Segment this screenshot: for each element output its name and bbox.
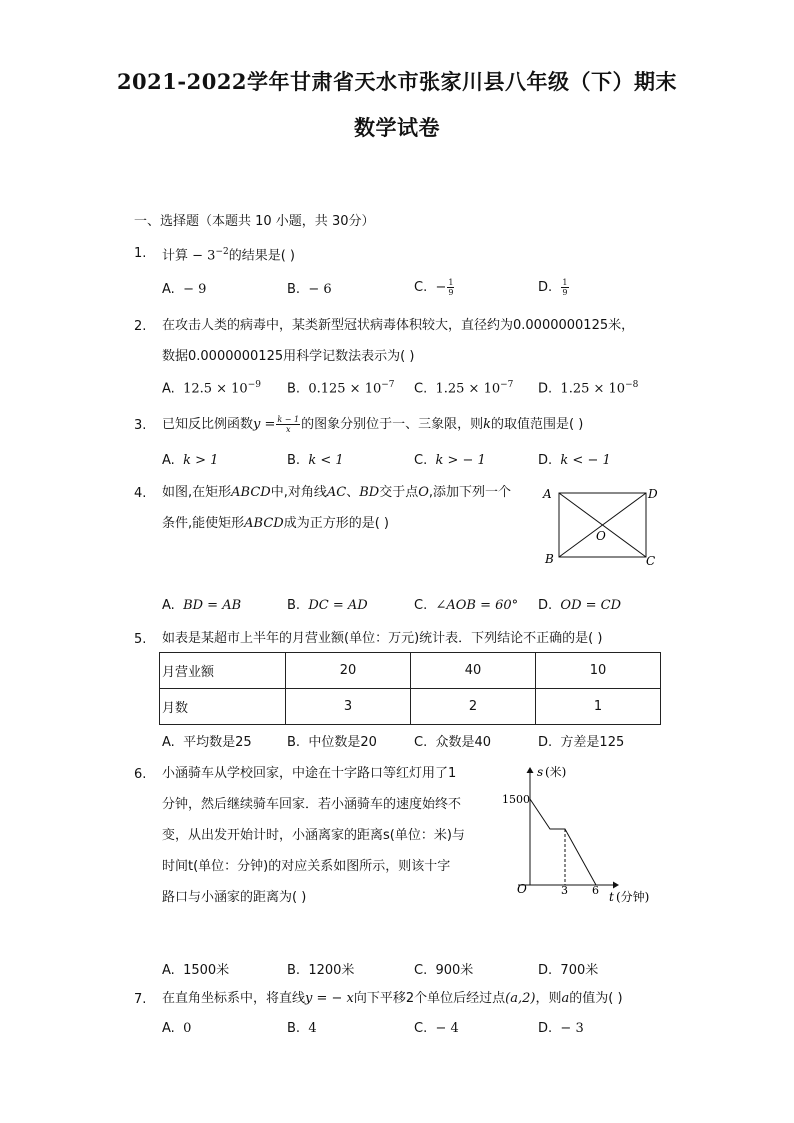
question-number: 5.: [134, 632, 147, 647]
label-a: A: [543, 487, 552, 501]
table-cell: 1: [536, 689, 661, 725]
option-a[interactable]: A. 平均数是25: [162, 735, 252, 750]
question-stem: 已知反比例函数y = $\frac{k - 1}{x}$ 的图象分别位于一、三象限，则k的取值范围是( ): [162, 415, 584, 434]
distance-line: [530, 799, 596, 885]
table-cell: 月数: [160, 689, 286, 725]
question-stem-line4: 时间t(单位：分钟)的对应关系如图所示，则该十字: [162, 859, 451, 874]
option-c[interactable]: C. ∠AOB = 60°: [414, 598, 519, 613]
option-d[interactable]: D. 方差是125: [538, 735, 625, 750]
option-d[interactable]: D. − 3: [538, 1021, 584, 1036]
x-tick-3: 3: [561, 884, 568, 897]
question-number: 2.: [134, 319, 147, 334]
question-stem: 在直角坐标系中，将直线y = − x向下平移2个单位后经过点(a,2)，则a的值为( ): [162, 991, 623, 1006]
exam-title-line1: 2021-2022学年甘肃省天水市张家川县八年级（下）期末: [116, 69, 678, 94]
label-d: D: [648, 487, 658, 501]
option-d[interactable]: D. $\frac{1}{9}$: [538, 278, 568, 297]
table-cell: 10: [536, 653, 661, 689]
option-c[interactable]: C. 众数是40: [414, 735, 492, 750]
distance-time-graph: [500, 760, 665, 910]
question-stem-line3: 变，从出发开始计时，小涵离家的距离s(单位：米)与: [162, 828, 465, 843]
sales-table: [159, 652, 661, 725]
y-tick-1500: 1500: [502, 793, 530, 806]
question-number: 6.: [134, 767, 147, 782]
option-b[interactable]: B. k < 1: [287, 453, 344, 468]
question-number: 1.: [134, 246, 147, 261]
exam-title-line2: 数学试卷: [354, 115, 440, 140]
option-a[interactable]: A. 1500米: [162, 963, 230, 978]
option-a[interactable]: A. BD = AB: [162, 598, 242, 613]
option-b[interactable]: B. 1200米: [287, 963, 355, 978]
question-stem-line1: 在攻击人类的病毒中，某类新型冠状病毒体积较大，直径约为0.0000000125米，: [162, 318, 635, 333]
option-b[interactable]: B. 4: [287, 1021, 317, 1036]
origin-label: O: [517, 882, 527, 896]
label-b: B: [545, 552, 554, 566]
table-cell: 20: [286, 653, 411, 689]
table-cell: 月营业额: [160, 653, 286, 689]
x-tick-6: 6: [592, 884, 599, 897]
question-stem: 如表是某超市上半年的月营业额(单位：万元)统计表．下列结论不正确的是( ): [162, 631, 603, 646]
option-d[interactable]: D. $1.25 \times 10^{-8}$: [538, 380, 639, 397]
option-d[interactable]: D. OD = CD: [538, 598, 622, 613]
table-cell: 3: [286, 689, 411, 725]
label-o: O: [596, 529, 606, 543]
option-c[interactable]: C. − 4: [414, 1021, 459, 1036]
question-stem-line2: 条件,能使矩形ABCD成为正方形的是( ): [162, 516, 389, 531]
option-c[interactable]: C. k > − 1: [414, 453, 486, 468]
table-cell: 40: [411, 653, 536, 689]
option-c[interactable]: C. − $\frac{1}{9}$: [414, 278, 454, 297]
rectangle-diagram: [538, 483, 662, 569]
section-heading: 一、选择题（本题共 10 小题，共 30分）: [134, 214, 375, 229]
table-row: [160, 689, 661, 725]
option-c[interactable]: C. $1.25 \times 10^{-7}$: [414, 380, 514, 397]
question-stem: 计算 − $3^{-2}$的结果是( ): [162, 247, 295, 264]
option-d[interactable]: D. 700米: [538, 963, 599, 978]
table-row: [160, 653, 661, 689]
option-b[interactable]: B. 中位数是20: [287, 735, 377, 750]
question-number: 3.: [134, 418, 147, 433]
y-axis-unit: (米): [545, 765, 567, 779]
option-a[interactable]: A. − 9: [162, 282, 207, 297]
option-a[interactable]: A. $12.5 \times 10^{-9}$: [162, 380, 261, 397]
x-axis-var: t: [609, 890, 614, 904]
y-axis-var: s: [537, 765, 544, 779]
question-stem-line1: 如图,在矩形ABCD中,对角线AC、BD交于点O,添加下列一个: [162, 485, 512, 500]
option-a[interactable]: A. 0: [162, 1021, 192, 1036]
question-stem-line2: 数据0.0000000125用科学记数法表示为( ): [162, 349, 415, 364]
question-number: 7.: [134, 992, 147, 1007]
label-c: C: [646, 554, 656, 568]
option-a[interactable]: A. k > 1: [162, 453, 219, 468]
question-number: 4.: [134, 486, 147, 501]
question-stem-line2: 分钟，然后继续骑车回家．若小涵骑车的速度始终不: [162, 797, 462, 812]
option-b[interactable]: B. − 6: [287, 282, 332, 297]
x-axis-unit: (分钟): [616, 890, 650, 904]
question-stem-line1: 小涵骑车从学校回家，中途在十字路口等红灯用了1: [162, 766, 457, 781]
option-c[interactable]: C. 900米: [414, 963, 474, 978]
question-stem-line5: 路口与小涵家的距离为( ): [162, 890, 307, 905]
option-d[interactable]: D. k < − 1: [538, 453, 611, 468]
table-cell: 2: [411, 689, 536, 725]
option-b[interactable]: B. DC = AD: [287, 598, 368, 613]
option-b[interactable]: B. $0.125 \times 10^{-7}$: [287, 380, 395, 397]
